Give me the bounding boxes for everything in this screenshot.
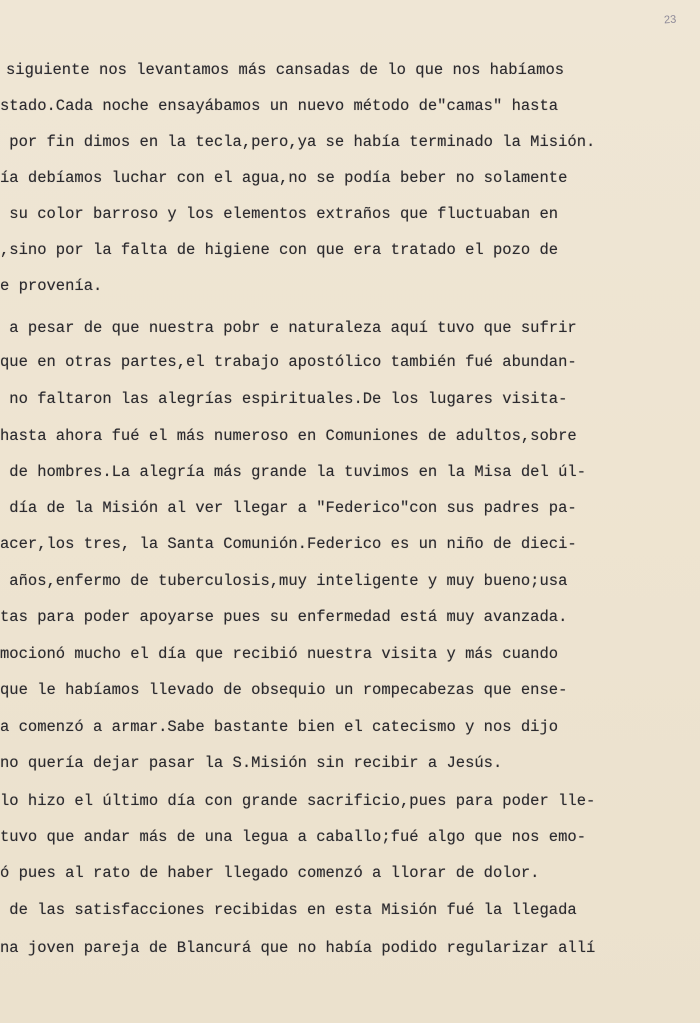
text-line: que le habíamos llevado de obsequio un rompecabezas que ense- [0,681,568,699]
text-line: tas para poder apoyarse pues su enfermedad está muy avanzada. [0,608,568,626]
text-line: hasta ahora fué el más numeroso en Comuniones de adultos,sobre [0,427,577,445]
text-line: ó pues al rato de haber llegado comenzó a llorar de dolor. [0,864,540,882]
text-line: mocionó mucho el día que recibió nuestra visita y más cuando [0,645,559,663]
text-line: lo hizo el último día con grande sacrificio,pues para poder lle- [0,792,596,810]
text-line: e provenía. [0,277,103,295]
text-line: a comenzó a armar.Sabe bastante bien el catecismo y nos dijo [0,718,559,736]
text-line: tuvo que andar más de una legua a caballo;fué algo que nos emo- [0,828,586,846]
text-line: día de la Misión al ver llegar a "Federico"con sus padres pa- [0,499,577,517]
text-line: na joven pareja de Blancurá que no había podido regularizar allí [0,939,596,957]
text-line: a pesar de que nuestra pobr e naturaleza aquí tuvo que sufrir [0,319,577,337]
text-line: por fin dimos en la tecla,pero,ya se había terminado la Misión. [0,133,596,151]
text-line: años,enfermo de tuberculosis,muy inteligente y muy bueno;usa [0,572,568,590]
text-line: que en otras partes,el trabajo apostólico también fué abundan- [0,353,577,371]
text-line: no quería dejar pasar la S.Misión sin recibir a Jesús. [0,754,503,772]
text-line: de las satisfacciones recibidas en esta Misión fué la llegada [0,901,577,919]
text-line: ,sino por la falta de higiene con que era tratado el pozo de [0,241,559,259]
text-line: acer,los tres, la Santa Comunión.Federico es un niño de dieci- [0,535,577,553]
page-number: 23 [663,13,677,27]
text-line: siguiente nos levantamos más cansadas de lo que nos habíamos [6,61,565,79]
text-line: ía debíamos luchar con el agua,no se podía beber no solamente [0,169,568,187]
text-line: no faltaron las alegrías espirituales.De los lugares visita- [0,390,568,408]
text-line: de hombres.La alegría más grande la tuvimos en la Misa del úl- [0,463,586,481]
text-line: su color barroso y los elementos extraños que fluctuaban en [0,205,559,223]
text-line: stado.Cada noche ensayábamos un nuevo método de"camas" hasta [0,97,559,115]
